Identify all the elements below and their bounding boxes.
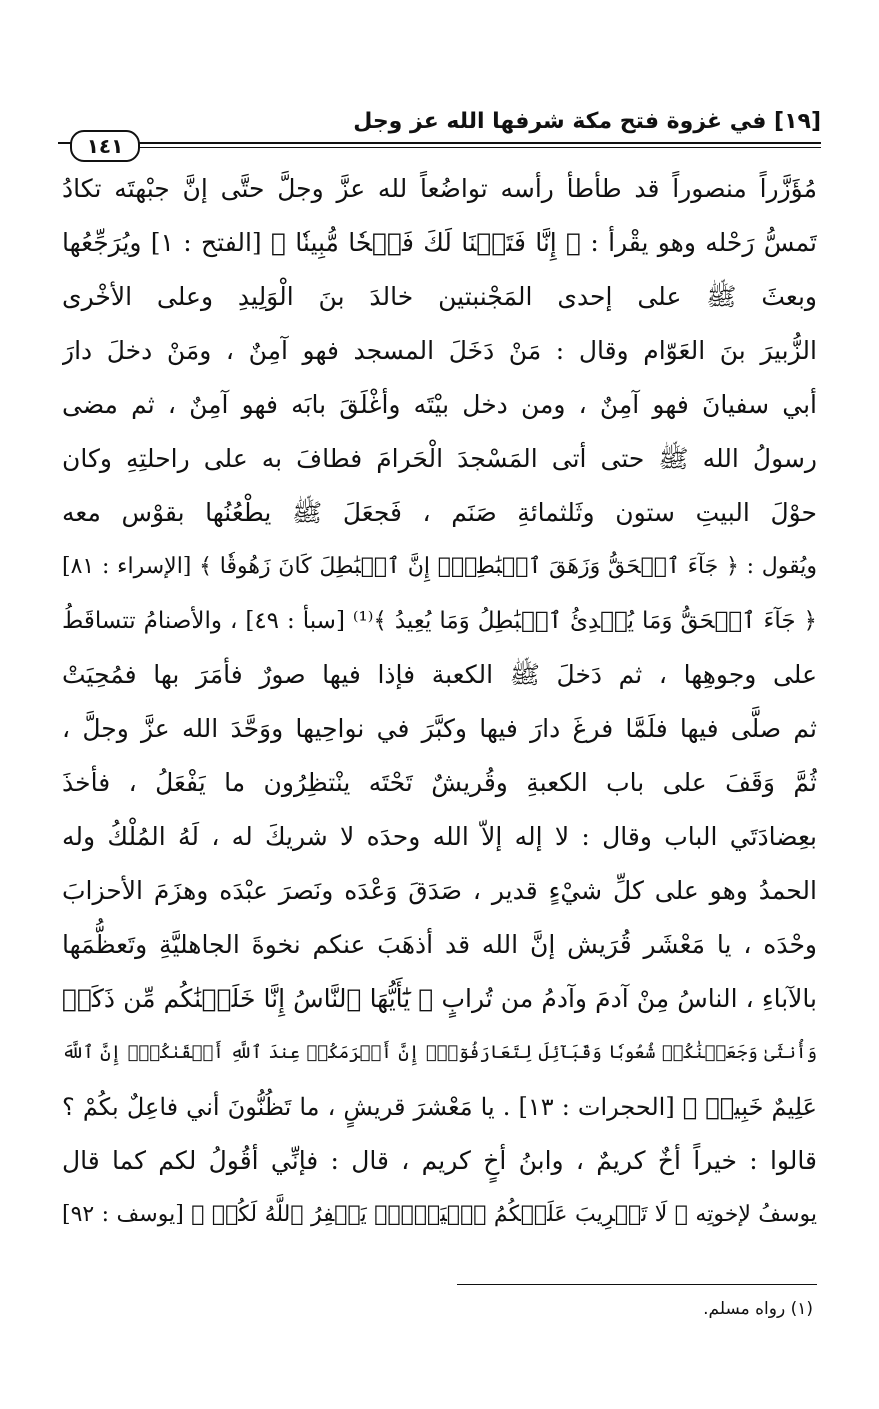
text-line: وبعثَ ﷺ على إحدى المَجْنبتين خالدَ بنَ الْوَلِيدِ وعلى الأخْرى [62,282,817,311]
text-line: الزُّبيرَ بنَ العَوّام وقال : مَنْ دَخَلَ المسجد فهو آمِنٌ ، ومَنْ دخلَ دارَ [62,336,817,365]
page-number: ١٤١ [70,130,140,162]
text-line: ثُمَّ وَقَفَ على باب الكعبةِ وقُريشٌ تَحْتَه ينْتظِرُون ما يَفْعَلُ ، فأخذَ [62,768,817,797]
text-line: رسولُ الله ﷺ حتى أتى المَسْجدَ الْحَرامَ فطافَ به على راحلتِهِ وكان [62,444,817,473]
text-line: تَمسُّ رَحْله وهو يقْرأ : ﴿ إِنَّا فَتَحۡنَا لَكَ فَتۡحٗا مُّبِينٗا ﴾ [الفتح : ١] ويُرَجِّعُها [62,228,817,257]
text-line: على وجوهِها ، ثم دَخلَ ﷺ الكعبة فإذا فيها صورٌ فأمَرَ بها فمُحِيَتْ [62,660,817,689]
header-rule-thin [118,147,821,148]
text-line: يوسفُ لإخوتِه ﴿ لَا تَثۡرِيبَ عَلَيۡكُمُ ٱلۡيَوۡمَۖ يَغۡفِرُ ٱللَّهُ لَكُمۡ ﴾ [يوسف : ٩٢] [62,1202,817,1227]
text-line: أبي سفيانَ فهو آمِنٌ ، ومن دخل بيْتَه وأغْلَقَ بابَه فهو آمِنٌ ، ثم مضى [62,390,817,419]
text-line: قالوا : خيراً أخٌ كريمٌ ، وابنُ أخٍ كريم ، قال : فإنِّي أقُولُ لكم كما قال [62,1146,817,1175]
text-line: ويُقول : ﴿ جَآءَ ٱلۡحَقُّ وَزَهَقَ ٱلۡبَٰطِلُۚ إِنَّ ٱلۡبَٰطِلَ كَانَ زَهُوقٗا ﴾ [الإسراء : ٨١] [62,554,817,579]
text-line: حوْلَ البيتِ ستون وثَلثمائةِ صَنَم ، فَجعَلَ ﷺ يطْعُنُها بقوْس معه [62,498,817,527]
text-line: وحْدَه ، يا مَعْشَر قُرَيش إنَّ الله قد أذهَبَ عنكم نخوةَ الجاهليَّةِ وتَعظُّمَها [62,930,817,959]
body-text [62,162,817,1242]
text-line: وَأُنثَىٰ وَجَعَلۡنَٰكُمۡ شُعُوبٗا وَقَبَآئِلَ لِتَعَارَفُوٓاْۚ إِنَّ أَكۡرَمَكُمۡ عِندَ ٱللَّهِ أَتۡقَىٰكُمۡۚ إِنَّ ٱللَّهَ [62,1042,817,1063]
header-rule [58,142,821,144]
text-line: مُؤَزَّراً منصوراً قد طأطأ رأسه تواضُعاً لله عزَّ وجلَّ حتَّى إنَّ جبْهتَه تكادُ [62,174,817,203]
text-line: بالآباءِ ، الناسُ مِنْ آدمَ وآدمُ من تُرابٍ ﴿ يَٰٓأَيُّهَا ٱلنَّاسُ إِنَّا خَلَقۡنَٰكُم مِّن ذَكَرٖ [62,984,817,1013]
chapter-title: [١٩] في غزوة فتح مكة شرفها الله عز وجل [353,109,821,134]
text-line: الحمدُ وهو على كلِّ شيْءٍ قدير ، صَدَقَ وَعْدَه ونَصرَ عبْدَه وهزَمَ الأحزابَ [62,876,817,905]
footnote-rule [457,1284,817,1285]
text-line: ﴿ جَآءَ ٱلۡحَقُّ وَمَا يُبۡدِئُ ٱلۡبَٰطِلُ وَمَا يُعِيدُ ﴾⁽¹⁾ [سبأ : ٤٩] ، والأصنامُ تتساقَطُ [62,608,817,634]
text-line: ثم صلَّى فيها فلَمَّا فرغَ دارَ فيها وكبَّرَ في نواحِيها ووَحَّدَ الله عزَّ وجلَّ ، [62,714,817,743]
text-line: بعِضادَتَي الباب وقال : لا إله إلاّ الله وحدَه لا شريكَ له ، لَهُ المُلْكُ وله [62,822,817,851]
footnote: (١) رواه مسلم. [703,1299,813,1319]
text-line: عَلِيمٌ خَبِيرٞ ﴾ [الحجرات : ١٣] . يا مَعْشرَ قريشٍ ، ما تَظُنُّونَ أني فاعِلٌ بكُمْ ؟ [62,1093,817,1121]
running-header [58,108,821,158]
